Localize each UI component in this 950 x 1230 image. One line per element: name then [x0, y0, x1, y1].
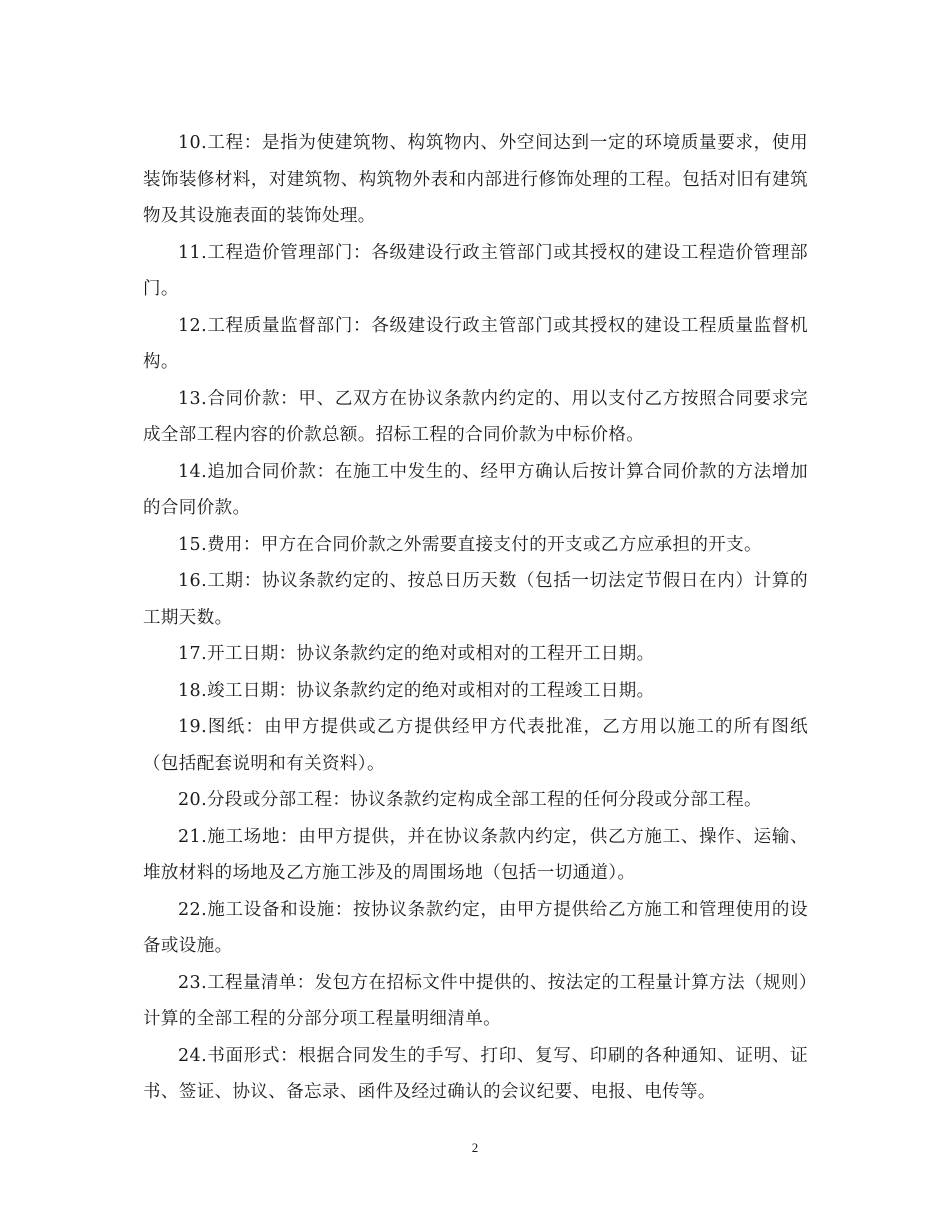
definition-paragraph-17: 17.开工日期：协议条款约定的绝对或相对的工程开工日期。 — [178, 644, 655, 664]
definition-paragraph-23: 23.工程量清单：发包方在招标文件中提供的、按法定的工程量计算方法（规则）计算的全部工程的分部分项工程量明细清单。 — [143, 972, 808, 1029]
definition-paragraph-15: 15.费用：甲方在合同价款之外需要直接支付的开支或乙方应承担的开支。 — [178, 534, 762, 555]
definition-paragraph-12: 12.工程质量监督部门：各级建设行政主管部门或其授权的建设工程质量监督机构。 — [143, 315, 808, 372]
definition-paragraph-21: 21.施工场地：由甲方提供，并在协议条款内约定，供乙方施工、操作、运输、堆放材料的场地及乙方施工涉及的周围场地（包括一切通道）。 — [143, 826, 808, 883]
definition-paragraph-20: 20.分段或分部工程：协议条款约定构成全部工程的任何分段或分部工程。 — [178, 790, 762, 810]
definition-paragraph-24: 24.书面形式：根据合同发生的手写、打印、复写、印刷的各种通知、证明、证书、签证、协议、备忘录、函件及经过确认的会议纪要、电报、电传等。 — [143, 1045, 808, 1102]
definition-paragraph-19: 19.图纸：由甲方提供或乙方提供经甲方代表批准，乙方用以施工的所有图纸（包括配套说明和有关资料）。 — [143, 717, 808, 774]
page-number: 2 — [471, 1140, 479, 1155]
definition-paragraph-14: 14.追加合同价款：在施工中发生的、经甲方确认后按计算合同价款的方法增加的合同价款。 — [143, 461, 808, 518]
document-body — [143, 125, 808, 1111]
definition-paragraph-11: 11.工程造价管理部门：各级建设行政主管部门或其授权的建设工程造价管理部门。 — [143, 242, 808, 299]
definition-paragraph-18: 18.竣工日期：协议条款约定的绝对或相对的工程竣工日期。 — [178, 680, 655, 701]
definition-paragraph-10: 10.工程：是指为使建筑物、构筑物内、外空间达到一定的环境质量要求，使用装饰装修材料，对建筑物、构筑物外表和内部进行修饰处理的工程。包括对旧有建筑物及其设施表面的装饰处理。 — [143, 133, 808, 226]
definition-paragraph-22: 22.施工设备和设施：按协议条款约定，由甲方提供给乙方施工和管理使用的设备或设施。 — [143, 899, 808, 956]
definition-paragraph-16: 16.工期：协议条款约定的、按总日历天数（包括一切法定节假日在内）计算的工期天数。 — [143, 571, 808, 628]
definition-paragraph-13: 13.合同价款：甲、乙双方在协议条款内约定的、用以支付乙方按照合同要求完成全部工程内容的价款总额。招标工程的合同价款为中标价格。 — [143, 388, 808, 445]
